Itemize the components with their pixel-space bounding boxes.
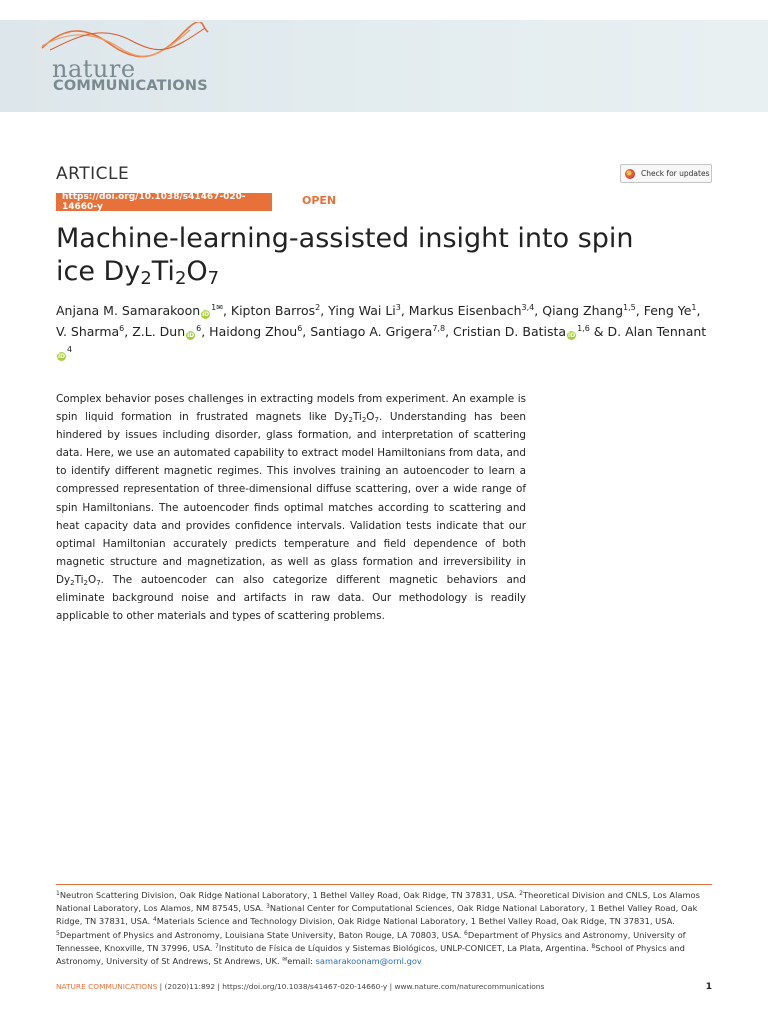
author-name[interactable]: , Kipton Barros — [222, 303, 316, 318]
doi-link[interactable]: https://doi.org/10.1038/s41467-020-14660-y — [56, 193, 272, 211]
article-type-label: ARTICLE — [56, 164, 130, 184]
logo-nature-text[interactable]: nature — [52, 55, 136, 83]
author-name[interactable]: Anjana M. Samarakoon — [56, 303, 201, 318]
orcid-icon[interactable]: iD — [57, 353, 66, 360]
footer-citation: | (2020)11:892 | https://doi.org/10.1038/s41467-020-14660-y | www.nature.com/naturecommunications — [157, 982, 545, 991]
page-number: 1 — [705, 982, 712, 992]
author-name[interactable]: , Markus Eisenbach — [400, 303, 522, 318]
check-for-updates-label: Check for updates — [641, 169, 710, 178]
article-title — [56, 222, 696, 288]
affiliation-footnotes: $^1$Neutron Scattering Division, Oak Ridge National Laboratory, 1 Bethel Valley Road, Oak Ridge, TN 37831, USA. $^2$Theoretical Division and CNLS, Los Alamos National Laboratory, Los Alamos, NM 87545, USA. $^3$National Center for Computational Sciences, Oak Ridge National Laboratory, 1 Bethel Valley Road, Oak Ridge, TN 37831, USA. $^4$Materials Science and Technology Division, Oak Ridge National Laboratory, 1 Bethel Valley Road, Oak Ridge, TN 37831, USA. $^5$Department of Physics and Astronomy, Louisiana State University, Baton Rouge, LA 70803, USA. $^6$Department of Physics and Astronomy, University of Tennessee, Knoxville, TN 37996, USA. $^7$Instituto de Física de Líquidos y Sistemas Biológicos, UNLP-CONICET, La Plata, Argentina. $^8$School of Physics and Astronomy, University of St Andrews, St Andrews, UK. ✉email: samarakoonam@ornl.gov — [56, 884, 712, 968]
logo-communications-text[interactable]: COMMUNICATIONS — [53, 78, 208, 94]
orcid-icon[interactable]: iD — [187, 332, 195, 339]
author-name[interactable]: , Santiago A. Grigera — [302, 324, 433, 339]
page-footer — [56, 982, 712, 991]
email-link[interactable]: samarakoonam@ornl.gov — [315, 956, 422, 967]
check-for-updates-button[interactable] — [620, 164, 712, 183]
orcid-icon[interactable]: iD — [568, 332, 576, 339]
author-name[interactable]: , Ying Wai Li — [320, 303, 396, 318]
author-list: Anjana M. Samarakoon $iD^{1✉}$, Kipton Barros$^2$, Ying Wai Li$^3$, Markus Eisenbach$^{3,4}$, Qiang Zhang$^{1,5}$, Feng Ye$^1$, V. Sharma$^6$, Z.L. Dun $iD^6$, Haidong Zhou$^6$, Santiago A. Grigera$^{7,8}$, Cristian D. Batista iD$^{1,6}$ & D. Alan TennantiD$^4$ — [56, 303, 707, 360]
author-name[interactable]: & D. Alan Tennant — [589, 324, 707, 339]
orcid-icon[interactable]: iD — [202, 311, 210, 318]
author-name[interactable]: V. Sharma — [56, 324, 120, 339]
author-name[interactable]: , Qiang Zhang — [534, 303, 624, 318]
footer-journal-name: NATURE COMMUNICATIONS — [56, 982, 158, 991]
abstract: Complex behavior poses challenges in extracting models from experiment. An example is spin liquid formation in frustrated magnets like $Dy_2Ti_2O_7$. Understanding has been hindered by issues including disorder, glass formation, and interpretation of scattering data. Here, we use an automated capability to extract model Hamiltonians from data, and to identify different magnetic regimes. This involves training an autoencoder to learn a compressed representation of three-dimensional diffuse scattering, over a wide range of spin Hamiltonians. The autoencoder finds optimal matches according to scattering and heat capacity data and provides confidence intervals. Validation tests indicate that our optimal Hamiltonian accurately predicts temperature and field dependence of both magnetic structure and magnetization, as well as glass formation and irreversibility in $Dy_2Ti_2O_7$. The autoencoder can also categorize different magnetic behaviors and eliminate background noise and artifacts in raw data. Our methodology is readily applicable to other materials and types of scattering problems. — [56, 393, 526, 623]
open-access-label: OPEN — [302, 194, 337, 207]
crossmark-icon — [625, 169, 635, 179]
author-name[interactable]: , Feng Ye — [635, 303, 692, 318]
title-line-2: ice $Dy_2Ti_2O_7$ — [56, 256, 220, 289]
author-name[interactable]: , Haidong Zhou — [201, 324, 298, 339]
title-line-1: Machine-learning-assisted insight into spin — [56, 223, 634, 254]
author-name[interactable]: , Cristian D. Batista — [445, 324, 567, 339]
author-name[interactable]: , Z.L. Dun — [124, 324, 186, 339]
email-icon: ✉ — [282, 956, 288, 964]
